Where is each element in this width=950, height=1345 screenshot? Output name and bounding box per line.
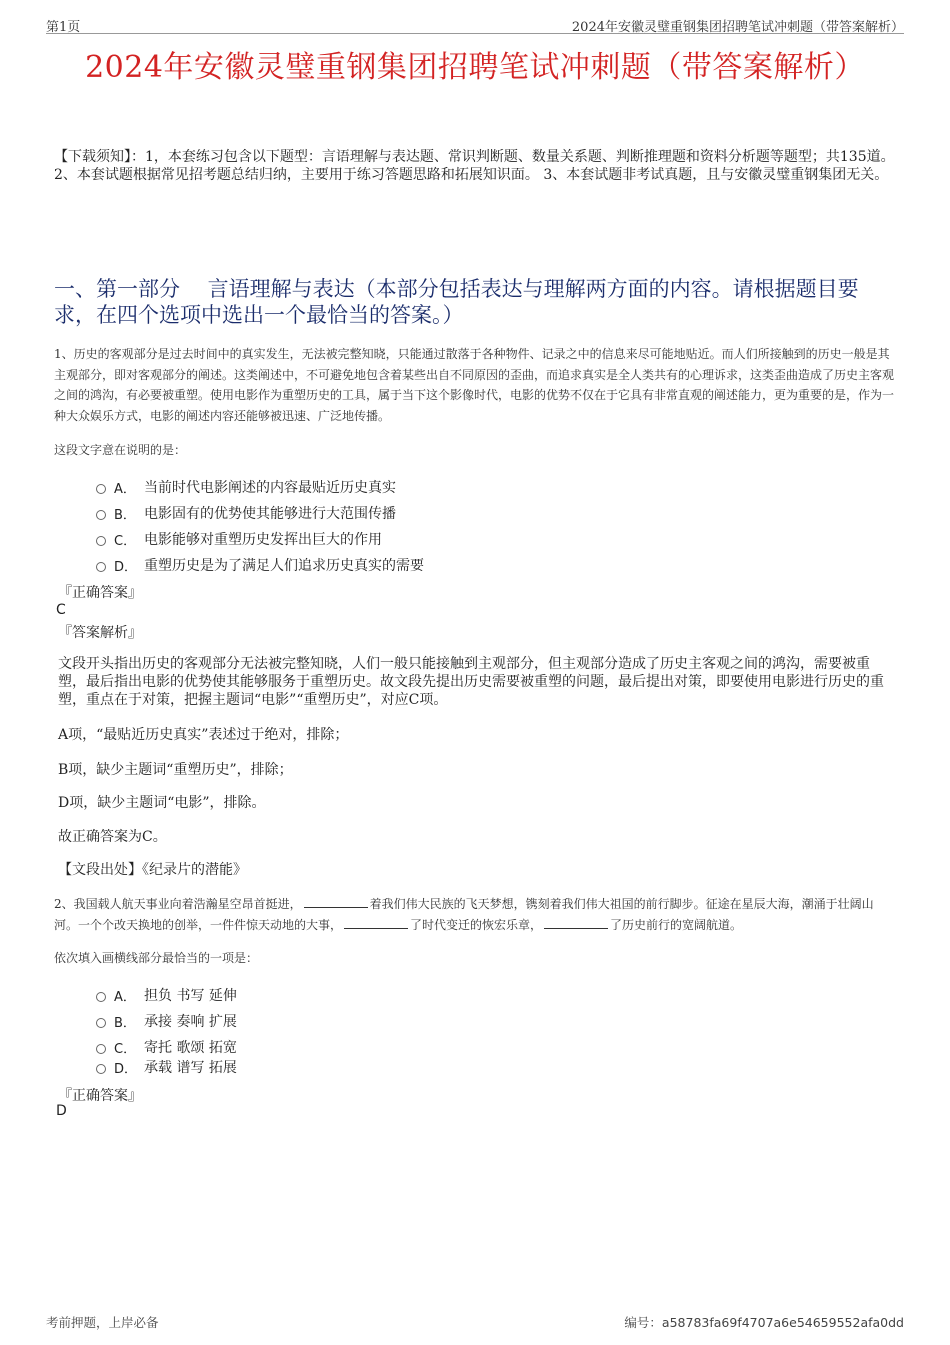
radio-icon[interactable] (96, 992, 106, 1002)
footer-slogan: 考前押题，上岸必备 (46, 1315, 159, 1330)
download-notice: 【下载须知】：1，本套练习包含以下题型：言语理解与表达题、常识判断题、数量关系题、判断推理题和资料分析题等题型；共135道。 2、本套试题根据常见招考题总结归纳，主要用于练习答题思路和拓展知识面。 3、本套试题非考试真题，且与安徽灵璧重钢集团无关。 (54, 149, 895, 183)
option-text: 重塑历史是为了满足人们追求历史真实的需要 (144, 558, 424, 574)
option-letter: D． (114, 559, 138, 575)
question-2-option-d[interactable] (96, 1057, 237, 1077)
option-letter: B． (114, 1015, 136, 1031)
question-2-stem-part: 了时代变迁的恢宏乐章， (410, 917, 543, 932)
question-1-answer-label: 『正确答案』 (58, 585, 142, 601)
question-1-prompt: 这段文字意在说明的是： (54, 443, 187, 457)
code-label: 编号： (624, 1315, 662, 1330)
fill-blank (304, 897, 368, 908)
question-1-analysis-label: 『答案解析』 (58, 625, 142, 641)
radio-icon[interactable] (96, 1064, 106, 1074)
fill-blank (344, 918, 408, 929)
option-letter: D． (114, 1061, 138, 1077)
question-1-analysis-main: 文段开头指出历史的客观部分无法被完整知晓，人们一般只能接触到主观部分，但主观部分造成了历史主客观之间的鸿沟，需要被重塑，最后指出电影的优势使其能够服务于重塑历史。故文段先提出历史需要被重塑的问题，最后提出对策，即要使用电影进行历史的重塑，重点在于对策，把握主题词“电影”“重塑历史”，对应C项。 (58, 656, 884, 708)
question-1-option-c[interactable] (96, 529, 382, 549)
question-2-option-b[interactable] (96, 1011, 237, 1031)
option-letter: C． (114, 533, 137, 549)
radio-icon[interactable] (96, 536, 106, 546)
option-text: 寄托 歌颂 拓宽 (144, 1040, 237, 1056)
question-1-option-a[interactable] (96, 477, 396, 497)
option-text: 承载 谱写 拓展 (144, 1060, 237, 1076)
question-1-option-d[interactable] (96, 555, 424, 575)
question-2-stem (54, 894, 896, 935)
question-2-option-c[interactable] (96, 1037, 237, 1057)
option-letter: A． (114, 481, 136, 497)
question-1-analysis-a: A项，“最贴近历史真实”表述过于绝对，排除； (58, 727, 349, 743)
option-letter: B． (114, 507, 136, 523)
header-divider (46, 33, 904, 34)
option-text: 担负 书写 延伸 (144, 988, 237, 1004)
radio-icon[interactable] (96, 1044, 106, 1054)
section-heading: 一、第一部分 言语理解与表达（本部分包括表达与理解两方面的内容。请根据题目要求，在四个选项中选出一个最恰当的答案。） (54, 277, 859, 327)
question-1-conclusion: 故正确答案为C。 (58, 829, 167, 845)
question-1-analysis-d: D项，缺少主题词“电影”，排除。 (58, 795, 266, 811)
document-title: 2024年安徽灵璧重钢集团招聘笔试冲刺题（带答案解析） (85, 50, 865, 85)
question-2-answer-label: 『正确答案』 (58, 1088, 142, 1104)
footer-document-code (624, 1313, 904, 1331)
running-header-title: 2024年安徽灵璧重钢集团招聘笔试冲刺题（带答案解析） (571, 20, 904, 35)
radio-icon[interactable] (96, 510, 106, 520)
radio-icon[interactable] (96, 562, 106, 572)
question-1-analysis-b: B项，缺少主题词“重塑历史”，排除； (58, 762, 293, 778)
question-1-stem: 1、历史的客观部分是过去时间中的真实发生，无法被完整知晓，只能通过散落于各种物件、记录之中的信息来尽可能地贴近。而人们所接触到的历史一般是其主观部分，即对客观部分的阐述。这类阐述中，不可避免地包含着某些出自不同原因的歪曲，而追求真实是全人类共有的心理诉求，这类歪曲造成了历史主客观之间的鸿沟，有必要被重塑。使用电影作为重塑历史的工具，属于当下这个影像时代，电影的优势不仅在于它具有非常直观的阐述能力，更为重要的是，作为一种大众娱乐方式，电影的阐述内容还能够被迅速、广泛地传播。 (54, 347, 895, 423)
question-2-stem-part: 了历史前行的宽阔航道。 (610, 917, 743, 932)
page-number: 第1页 (46, 20, 81, 35)
question-2-prompt: 依次填入画横线部分最恰当的一项是： (54, 951, 259, 965)
radio-icon[interactable] (96, 1018, 106, 1028)
option-text: 电影能够对重塑历史发挥出巨大的作用 (144, 532, 382, 548)
option-text: 承接 奏响 扩展 (144, 1014, 237, 1030)
question-1-source: 【文段出处】《纪录片的潜能》 (58, 862, 247, 878)
option-letter: C． (114, 1041, 137, 1057)
question-2-stem-part: 着我们伟大民族的飞天梦想，镌刻着我们伟大祖国的前行脚步。征途在星辰大海，潮涌于壮阔山河。一个个改天换地的创举，一件件惊天动地的大事， (54, 897, 874, 932)
question-1-answer: C (56, 602, 66, 618)
code-value: a58783fa69f4707a6e54659552afa0dd (661, 1315, 904, 1330)
question-2-answer: D (56, 1103, 67, 1119)
question-2-stem-part: 2、我国载人航天事业向着浩瀚星空昂首挺进， (54, 897, 302, 911)
option-text: 电影固有的优势使其能够进行大范围传播 (144, 506, 396, 522)
option-text: 当前时代电影阐述的内容最贴近历史真实 (144, 480, 396, 496)
option-letter: A． (114, 989, 136, 1005)
fill-blank (544, 918, 608, 929)
question-1-option-b[interactable] (96, 503, 396, 523)
radio-icon[interactable] (96, 484, 106, 494)
question-2-option-a[interactable] (96, 985, 237, 1005)
